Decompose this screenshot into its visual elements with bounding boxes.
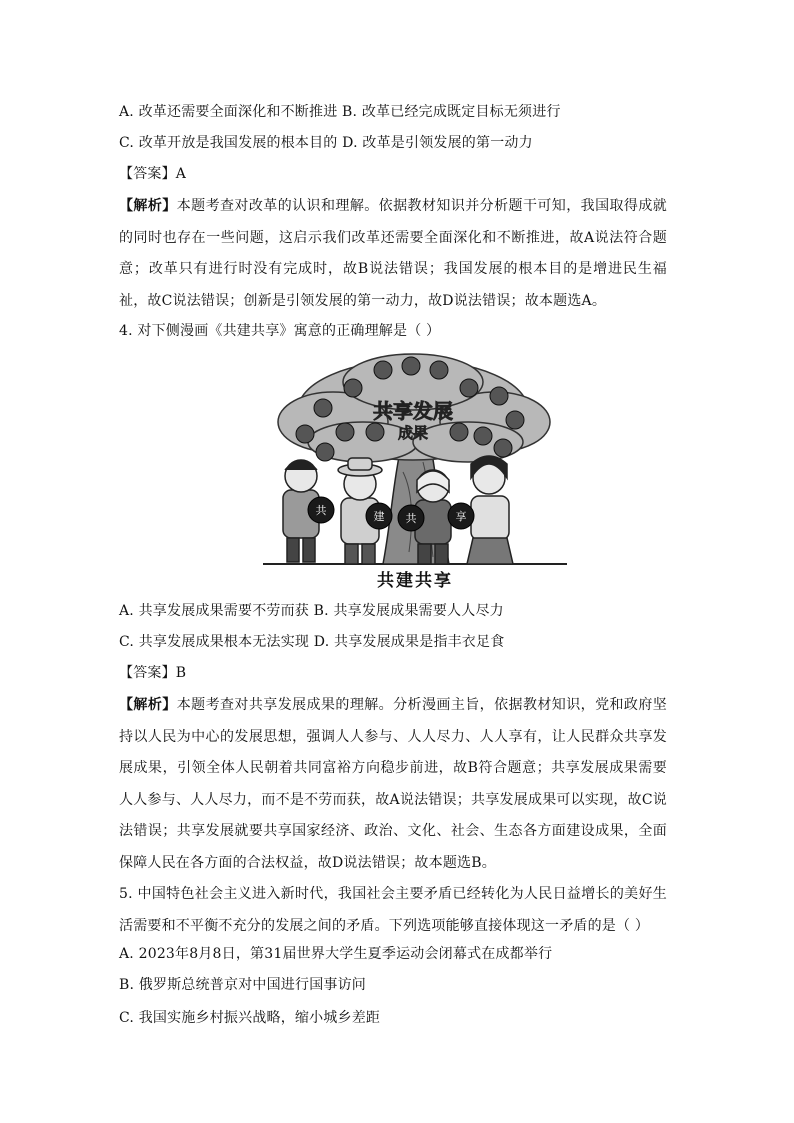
q3-analysis-label: 【解析】 <box>119 198 177 214</box>
q3-options-ab: A. 改革还需要全面深化和不断推进 B. 改革已经完成既定目标无须进行 <box>119 104 561 120</box>
apple-char-4: 享 <box>455 510 467 523</box>
q4-analysis <box>119 690 667 879</box>
q3-answer: 【答案】A <box>119 166 187 182</box>
q4-answer: 【答案】B <box>119 665 187 681</box>
q5-option-c: C. 我国实施乡村振兴战略，缩小城乡差距 <box>119 1010 381 1026</box>
q4-options-cd: C. 共享发展成果根本无法实现 D. 共享发展成果是指丰衣足食 <box>119 634 505 650</box>
q5-option-b: B. 俄罗斯总统普京对中国进行国事访问 <box>119 977 366 993</box>
q4-analysis-text: 本题考查对共享发展成果的理解。分析漫画主旨，依据教材知识，党和政府坚持以人民为中心的发展思想，强调人人参与、人人尽力、人人享有，让人民群众共享发展成果，引领全体人民朝着共同富裕方向稳步前进，故B符合题意；共享发展成果需要人人参与、人人尽力，而不是不劳而获，故A说法错误；共享发展成果可以实现，故C说法错误；共享发展就要共享国家经济、政治、文化、社会、生态各方面建设成果，全面保障人民在各方面的合法权益，故D说法错误；故本题选B。 <box>119 697 667 871</box>
cartoon-title: 共建共享 <box>377 571 453 591</box>
tree-text-main: 共享发展 <box>373 399 453 423</box>
tree-text-sub: 成果 <box>397 424 429 442</box>
q3-analysis-text: 本题考查对改革的认识和理解。依据教材知识并分析题干可知，我国取得成就的同时也存在一些问题，这启示我们改革还需要全面深化和不断推进，故A说法符合题意；改革只有进行时没有完成时，故B说法错误；我国发展的根本目的是增进民生福祉，故C说法错误；创新是引领发展的第一动力，故D说法错误；故本题选A。 <box>119 198 667 309</box>
q3-analysis <box>119 191 667 317</box>
q3-options-cd: C. 改革开放是我国发展的根本目的 D. 改革是引领发展的第一动力 <box>119 135 533 151</box>
apple-char-1: 共 <box>315 504 327 517</box>
q4-options-ab: A. 共享发展成果需要不劳而获 B. 共享发展成果需要人人尽力 <box>119 603 504 619</box>
q4-stem: 4. 对下侧漫画《共建共享》寓意的正确理解是（ ） <box>119 323 441 339</box>
person-4 <box>467 456 513 564</box>
apple-char-3: 共 <box>405 512 417 525</box>
apple-char-2: 建 <box>373 510 385 523</box>
cartoon-image <box>263 352 567 594</box>
q4-analysis-label: 【解析】 <box>119 697 177 713</box>
q5-option-a: A. 2023年8月8日，第31届世界大学生夏季运动会闭幕式在成都举行 <box>119 946 553 962</box>
q5-stem: 5. 中国特色社会主义进入新时代，我国社会主要矛盾已经转化为人民日益增长的美好生活需要和不平衡不充分的发展之间的矛盾。下列选项能够直接体现这一矛盾的是（ ） <box>119 886 667 934</box>
